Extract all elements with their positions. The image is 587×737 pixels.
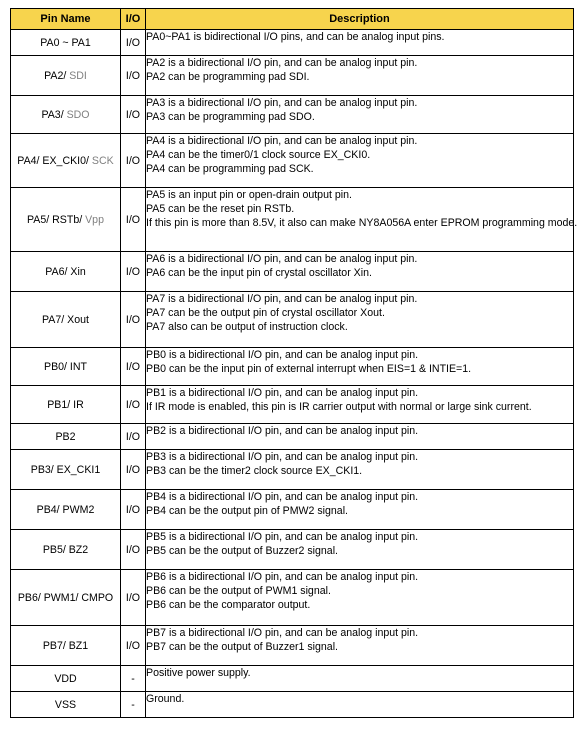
description-line: If IR mode is enabled, this pin is IR carrier output with normal or large sink current. xyxy=(146,401,532,413)
description-line: PB4 is a bidirectional I/O pin, and can be analog input pin. xyxy=(146,491,419,503)
pin-name-cell xyxy=(11,56,121,96)
pin-description-cell xyxy=(146,56,574,96)
pin-name: PA3/ xyxy=(41,108,67,121)
pin-description-cell xyxy=(146,530,574,570)
description-line: PA4 can be programming pad SCK. xyxy=(146,163,314,175)
pin-name: PB7/ BZ1 xyxy=(42,639,89,652)
pin-description-cell xyxy=(146,626,574,666)
pin-io-type: I/O xyxy=(121,30,146,56)
pin-description-cell xyxy=(146,348,574,386)
description-line: PA6 is a bidirectional I/O pin, and can be analog input pin. xyxy=(146,253,418,265)
table-row xyxy=(11,348,574,386)
pin-name: PB0/ INT xyxy=(44,360,87,373)
pin-description-cell xyxy=(146,252,574,292)
description-line: PB3 can be the timer2 clock source EX_CKI1. xyxy=(146,465,363,477)
table-row xyxy=(11,530,574,570)
pin-name-cell xyxy=(11,30,121,56)
description-line: PA7 can be the output pin of crystal oscillator Xout. xyxy=(146,307,385,319)
description-line: PB0 is a bidirectional I/O pin, and can be analog input pin. xyxy=(146,349,419,361)
pin-name: PB2 xyxy=(55,430,76,443)
pin-io-type: I/O xyxy=(121,424,146,450)
pin-io-type: I/O xyxy=(121,348,146,386)
description-line: If this pin is more than 8.5V, it also can make NY8A056A enter EPROM programming mode. xyxy=(146,217,578,229)
header-io: I/O xyxy=(121,9,146,30)
table-row xyxy=(11,490,574,530)
pin-description-cell xyxy=(146,96,574,134)
pin-name: PB5/ BZ2 xyxy=(42,543,89,556)
description-line: PB6 can be the output of PWM1 signal. xyxy=(146,585,331,597)
pin-name: PA6/ Xin xyxy=(45,265,86,278)
pin-io-type: I/O xyxy=(121,134,146,188)
table-row xyxy=(11,626,574,666)
pin-name-cell xyxy=(11,626,121,666)
description-line: PB5 is a bidirectional I/O pin, and can be analog input pin. xyxy=(146,531,419,543)
pin-name: PB4/ PWM2 xyxy=(36,503,95,516)
pin-name-cell xyxy=(11,424,121,450)
pin-description-cell xyxy=(146,450,574,490)
pin-io-type: - xyxy=(121,692,146,718)
description-line: PB7 is a bidirectional I/O pin, and can be analog input pin. xyxy=(146,627,419,639)
pin-io-type: I/O xyxy=(121,386,146,424)
table-row xyxy=(11,692,574,718)
pin-io-type: - xyxy=(121,666,146,692)
pin-name-cell xyxy=(11,450,121,490)
table-row xyxy=(11,450,574,490)
table-row xyxy=(11,30,574,56)
description-line: Ground. xyxy=(146,693,185,705)
pin-name: PA4/ EX_CKI0/ xyxy=(17,154,92,167)
pin-name-cell xyxy=(11,96,121,134)
description-line: PA0~PA1 is bidirectional I/O pins, and can be analog input pins. xyxy=(146,31,445,43)
description-line: PA5 can be the reset pin RSTb. xyxy=(146,203,295,215)
pin-io-type: I/O xyxy=(121,490,146,530)
description-line: PB0 can be the input pin of external interrupt when EIS=1 & INTIE=1. xyxy=(146,363,472,375)
pin-name-cell xyxy=(11,386,121,424)
table-row xyxy=(11,188,574,252)
table-row xyxy=(11,56,574,96)
pin-description-cell xyxy=(146,292,574,348)
pin-io-type: I/O xyxy=(121,188,146,252)
table-row xyxy=(11,570,574,626)
header-description: Description xyxy=(146,9,574,30)
pin-description-table xyxy=(10,8,578,718)
pin-name: PA0 ~ PA1 xyxy=(40,36,91,49)
pin-description-cell xyxy=(146,570,574,626)
table-body xyxy=(11,30,578,718)
pin-name: PA7/ Xout xyxy=(42,313,89,326)
pin-description-cell xyxy=(146,424,574,450)
description-line: PB2 is a bidirectional I/O pin, and can be analog input pin. xyxy=(146,425,419,437)
table-header xyxy=(11,9,574,30)
description-line: PA4 can be the timer0/1 clock source EX_CKI0. xyxy=(146,149,371,161)
pin-io-type: I/O xyxy=(121,96,146,134)
header-row xyxy=(11,9,574,30)
pin-name: PA2/ xyxy=(44,69,70,82)
description-line: PA3 can be programming pad SDO. xyxy=(146,111,315,123)
pin-name-cell xyxy=(11,570,121,626)
description-line: PB1 is a bidirectional I/O pin, and can be analog input pin. xyxy=(146,387,419,399)
pin-description-cell xyxy=(146,692,574,718)
pin-alt-function: SCK xyxy=(91,154,114,167)
pin-name-cell xyxy=(11,292,121,348)
pin-io-type: I/O xyxy=(121,530,146,570)
pin-name-cell xyxy=(11,134,121,188)
pin-name: PB6/ PWM1/ CMPO xyxy=(17,591,114,604)
pin-name: VSS xyxy=(54,698,77,711)
description-line: PB3 is a bidirectional I/O pin, and can be analog input pin. xyxy=(146,451,419,463)
pin-name-cell xyxy=(11,692,121,718)
pin-name: PB1/ IR xyxy=(47,398,84,411)
header-pin-name: Pin Name xyxy=(11,9,121,30)
description-line: PB6 is a bidirectional I/O pin, and can be analog input pin. xyxy=(146,571,419,583)
description-line: PA2 is a bidirectional I/O pin, and can be analog input pin. xyxy=(146,57,418,69)
pin-description-cell xyxy=(146,386,574,424)
pin-io-type: I/O xyxy=(121,626,146,666)
pin-description-cell xyxy=(146,188,578,252)
description-line: PA6 can be the input pin of crystal oscillator Xin. xyxy=(146,267,372,279)
pin-io-type: I/O xyxy=(121,570,146,626)
table-row xyxy=(11,134,574,188)
description-line: Positive power supply. xyxy=(146,667,251,679)
description-line: PA2 can be programming pad SDI. xyxy=(146,71,310,83)
table-row xyxy=(11,252,574,292)
pin-io-type: I/O xyxy=(121,292,146,348)
pin-name-cell xyxy=(11,188,121,252)
pin-io-type: I/O xyxy=(121,56,146,96)
pin-name-cell xyxy=(11,530,121,570)
pin-description-cell xyxy=(146,134,574,188)
description-line: PB4 can be the output pin of PMW2 signal. xyxy=(146,505,348,517)
pin-name: PB3/ EX_CKI1 xyxy=(30,463,101,476)
pin-alt-function: SDI xyxy=(69,69,87,82)
description-line: PB6 can be the comparator output. xyxy=(146,599,311,611)
pin-name: VDD xyxy=(54,672,77,685)
pin-io-type: I/O xyxy=(121,450,146,490)
pin-name: PA5/ RSTb/ xyxy=(27,213,86,226)
description-line: PA5 is an input pin or open-drain output pin. xyxy=(146,189,352,201)
pin-description-cell xyxy=(146,30,574,56)
description-line: PA7 is a bidirectional I/O pin, and can be analog input pin. xyxy=(146,293,418,305)
pin-description-document xyxy=(10,8,578,718)
table-row xyxy=(11,666,574,692)
table-row xyxy=(11,386,574,424)
pin-name-cell xyxy=(11,348,121,386)
pin-name-cell xyxy=(11,490,121,530)
table-row xyxy=(11,424,574,450)
table-row xyxy=(11,292,574,348)
description-line: PB5 can be the output of Buzzer2 signal. xyxy=(146,545,338,557)
description-line: PA7 also can be output of instruction clock. xyxy=(146,321,348,333)
pin-alt-function: SDO xyxy=(66,108,90,121)
pin-name-cell xyxy=(11,666,121,692)
pin-description-cell xyxy=(146,490,574,530)
table-row xyxy=(11,96,574,134)
pin-io-type: I/O xyxy=(121,252,146,292)
description-line: PB7 can be the output of Buzzer1 signal. xyxy=(146,641,338,653)
description-line: PA4 is a bidirectional I/O pin, and can be analog input pin. xyxy=(146,135,418,147)
description-line: PA3 is a bidirectional I/O pin, and can be analog input pin. xyxy=(146,97,418,109)
pin-name-cell xyxy=(11,252,121,292)
pin-alt-function: Vpp xyxy=(85,213,104,226)
pin-description-cell xyxy=(146,666,574,692)
